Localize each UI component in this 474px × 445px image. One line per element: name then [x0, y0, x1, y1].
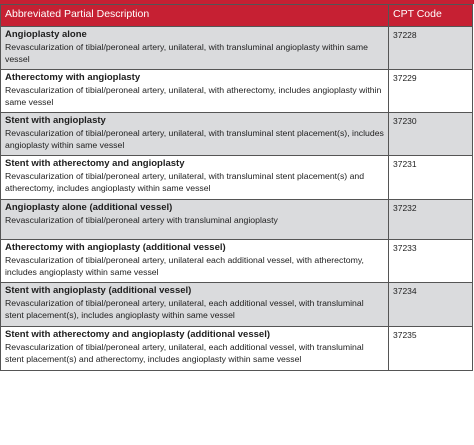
table-row [1, 283, 473, 327]
table-row [1, 113, 473, 156]
description-cell [1, 70, 389, 113]
row-title: Stent with angioplasty [5, 115, 106, 126]
cpt-code-table [0, 4, 473, 371]
description-cell [1, 327, 389, 371]
row-description: Revascularization of tibial/peroneal artery, unilateral each additional vessel, with atherectomy, includes angioplasty within same vessel [5, 255, 364, 277]
table-row [1, 70, 473, 113]
row-title: Atherectomy with angioplasty (additional vessel) [5, 242, 226, 253]
description-cell [1, 200, 389, 240]
code-cell [389, 240, 473, 283]
code-cell [389, 113, 473, 156]
description-cell [1, 27, 389, 70]
cpt-code: 37230 [393, 116, 417, 126]
row-description: Revascularization of tibial/peroneal artery, unilateral, with transluminal stent placement(s), includes angioplasty within same vessel [5, 128, 384, 150]
code-cell [389, 327, 473, 371]
column-header-description: Abbreviated Partial Description [1, 5, 389, 27]
row-title: Stent with atherectomy and angioplasty (additional vessel) [5, 329, 270, 340]
code-cell [389, 27, 473, 70]
cpt-code: 37231 [393, 159, 417, 169]
code-cell [389, 200, 473, 240]
row-description: Revascularization of tibial/peroneal artery, unilateral, with transluminal stent placement(s) and atherectomy, includes angioplasty within same vessel [5, 171, 365, 193]
table-row [1, 327, 473, 371]
cpt-code: 37234 [393, 286, 417, 296]
cpt-code: 37233 [393, 243, 417, 253]
column-header-cpt-code: CPT Code [389, 5, 473, 27]
row-title: Stent with angioplasty (additional vessel) [5, 285, 192, 296]
table-header-row [1, 5, 473, 27]
cpt-code: 37235 [393, 330, 417, 340]
description-cell [1, 156, 389, 200]
row-description: Revascularization of tibial/peroneal artery with transluminal angioplasty [5, 215, 278, 225]
description-cell [1, 283, 389, 327]
table-row [1, 27, 473, 70]
table-row [1, 240, 473, 283]
table-row [1, 200, 473, 240]
row-title: Angioplasty alone (additional vessel) [5, 202, 173, 213]
row-description: Revascularization of tibial/peroneal artery, unilateral, with transluminal angioplasty within same vessel [5, 42, 368, 64]
row-title: Angioplasty alone [5, 29, 87, 40]
row-description: Revascularization of tibial/peroneal artery, unilateral, each additional vessel, with transluminal stent placement(s) and atherectomy, includes angioplasty within same vessel [5, 342, 364, 364]
row-title: Atherectomy with angioplasty [5, 72, 141, 83]
cpt-code: 37232 [393, 203, 417, 213]
description-cell [1, 240, 389, 283]
row-description: Revascularization of tibial/peroneal artery, unilateral, each additional vessel, with transluminal stent placement(s), includes angioplasty within same vessel [5, 298, 364, 320]
code-cell [389, 70, 473, 113]
code-cell [389, 283, 473, 327]
description-cell [1, 113, 389, 156]
table-row [1, 156, 473, 200]
cpt-code: 37228 [393, 30, 417, 40]
code-cell [389, 156, 473, 200]
cpt-code: 37229 [393, 73, 417, 83]
row-title: Stent with atherectomy and angioplasty [5, 158, 185, 169]
row-description: Revascularization of tibial/peroneal artery, unilateral, with atherectomy, includes angioplasty within same vessel [5, 85, 382, 107]
